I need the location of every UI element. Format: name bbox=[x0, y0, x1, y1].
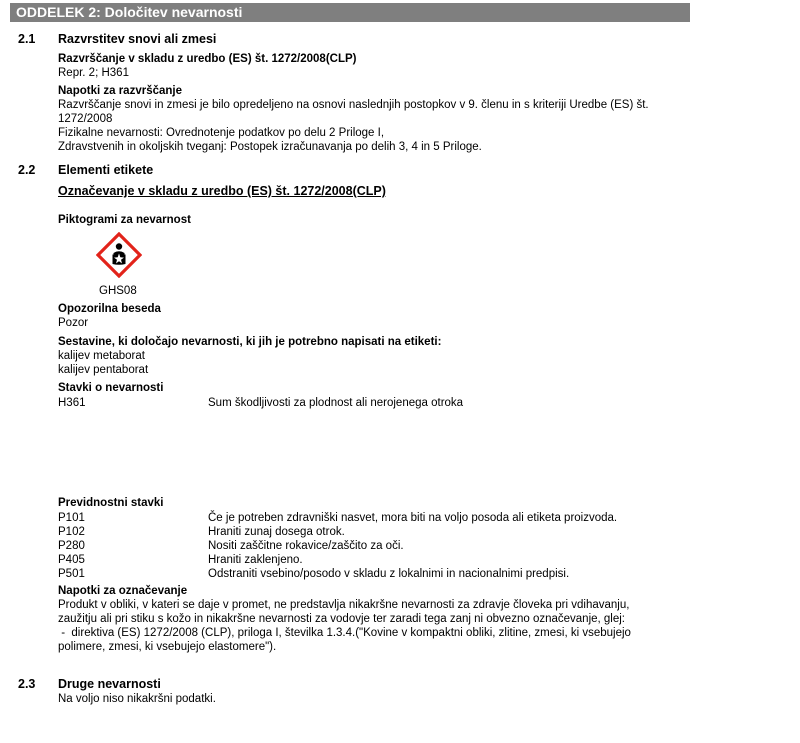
precautionary-statements-heading: Previdnostni stavki bbox=[58, 497, 164, 509]
precautionary-statement-code: P280 bbox=[58, 540, 85, 552]
precautionary-statement-text: Nositi zaščitne rokavice/zaščito za oči. bbox=[208, 540, 404, 552]
classification-notes-line: 1272/2008 bbox=[58, 113, 113, 125]
pictogram-label: GHS08 bbox=[99, 285, 137, 297]
labelling-notes-line: polimere, zmesi, ki vsebujejo elastomere"). bbox=[58, 641, 277, 653]
section-number-2-2: 2.2 bbox=[18, 163, 36, 177]
labelling-notes-line: - direktiva (ES) 1272/2008 (CLP), priloga I, številka 1.3.4.("Kovine v kompaktni obliki, zlitine, zmesi, ki vsebujejo bbox=[58, 627, 631, 639]
pictograms-heading: Piktogrami za nevarnost bbox=[58, 214, 191, 226]
hazard-components-heading: Sestavine, ki določajo nevarnosti, ki jih je potrebno napisati na etiketi: bbox=[58, 336, 442, 348]
hazard-statement-code: H361 bbox=[58, 397, 86, 409]
precautionary-statement-text: Hraniti zunaj dosega otrok. bbox=[208, 526, 345, 538]
labelling-notes-line: Produkt v obliki, v kateri se daje v promet, ne predstavlja nikakršne nevarnosti za zdravje človeka pri vdihavanju, bbox=[58, 599, 630, 611]
labelling-clp-heading: Označevanje v skladu z uredbo (ES) št. 1272/2008(CLP) bbox=[58, 184, 386, 198]
ghs08-health-hazard-icon bbox=[96, 232, 142, 278]
precautionary-statement-text: Hraniti zaklenjeno. bbox=[208, 554, 303, 566]
clp-classification-value: Repr. 2; H361 bbox=[58, 67, 129, 79]
labelling-notes-line: zaužitju ali pri stiku s kožo in nikakršne nevarnosti za vodovje ter zaradi tega zanj ni obvezno označevanje, glej: bbox=[58, 613, 626, 625]
section-title-2-1: Razvrstitev snovi ali zmesi bbox=[58, 32, 217, 46]
precautionary-statement-code: P102 bbox=[58, 526, 85, 538]
hazard-statement-text: Sum škodljivosti za plodnost ali nerojenega otroka bbox=[208, 397, 464, 409]
precautionary-statement-text: Če je potreben zdravniški nasvet, mora biti na voljo posoda ali etiketa proizvoda. bbox=[208, 512, 618, 524]
signal-word: Pozor bbox=[58, 317, 89, 329]
classification-notes-line: Fizikalne nevarnosti: Ovrednotenje podatkov po delu 2 Priloge I, bbox=[58, 127, 385, 139]
section-number-2-1: 2.1 bbox=[18, 32, 36, 46]
other-hazards-text: Na voljo niso nikakršni podatki. bbox=[58, 693, 216, 705]
section-number-2-3: 2.3 bbox=[18, 677, 36, 691]
hazard-component: kalijev pentaborat bbox=[58, 364, 149, 376]
hazard-component: kalijev metaborat bbox=[58, 350, 145, 362]
clp-classification-heading: Razvrščanje v skladu z uredbo (ES) št. 1272/2008(CLP) bbox=[58, 53, 357, 65]
precautionary-statement-code: P405 bbox=[58, 554, 85, 566]
precautionary-statement-code: P501 bbox=[58, 568, 85, 580]
precautionary-statement-code: P101 bbox=[58, 512, 85, 524]
section-header: ODDELEK 2: Določitev nevarnosti bbox=[10, 3, 690, 22]
classification-notes-line: Zdravstvenih in okoljskih tveganj: Postopek izračunavanja po delih 3, 4 in 5 Priloge. bbox=[58, 141, 482, 153]
labelling-notes-heading: Napotki za označevanje bbox=[58, 585, 188, 597]
precautionary-statement-text: Odstraniti vsebino/posodo v skladu z lokalnimi in nacionalnimi predpisi. bbox=[208, 568, 570, 580]
classification-notes-heading: Napotki za razvrščanje bbox=[58, 85, 183, 97]
hazard-statements-heading: Stavki o nevarnosti bbox=[58, 382, 164, 394]
section-title-2-3: Druge nevarnosti bbox=[58, 677, 161, 691]
classification-notes-line: Razvrščanje snovi in zmesi je bilo opredeljeno na osnovi naslednjih postopkov v 9. členu in s kriteriji Uredbe (ES) št. bbox=[58, 99, 649, 111]
signal-word-heading: Opozorilna beseda bbox=[58, 303, 161, 315]
section-title-2-2: Elementi etikete bbox=[58, 163, 154, 177]
